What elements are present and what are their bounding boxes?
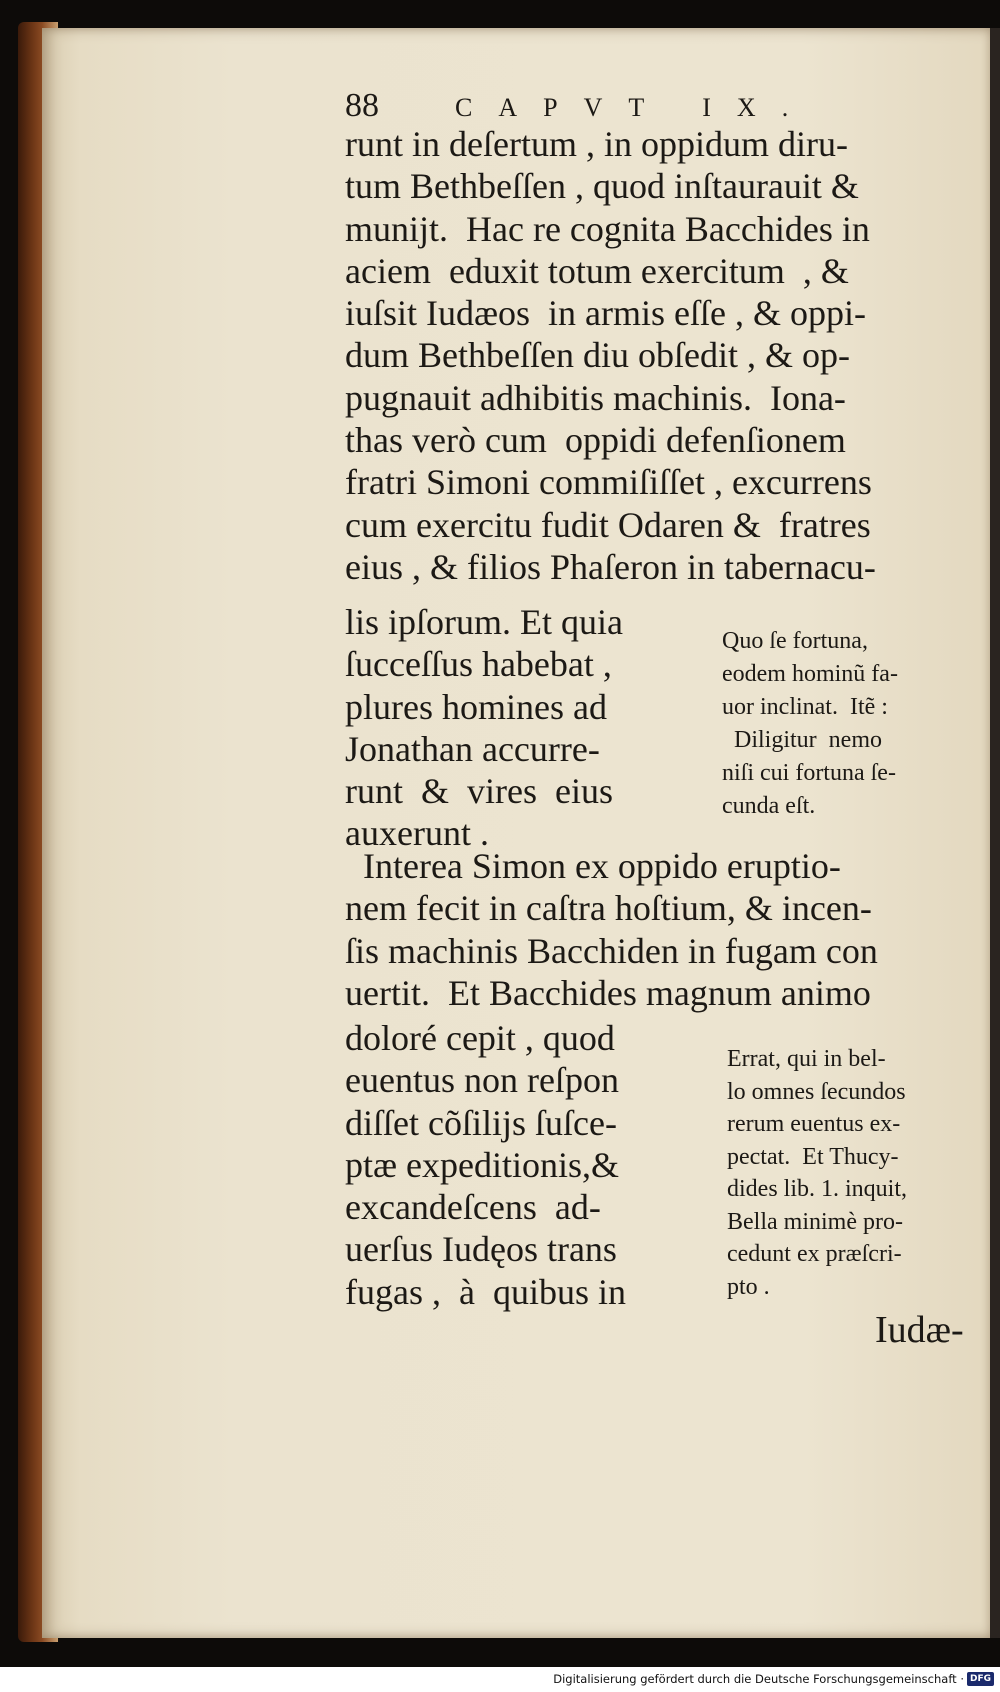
text-line: auxerunt . xyxy=(345,813,489,854)
text-line: rerum euentus ex- xyxy=(727,1111,901,1137)
text-line: cum exercitu fudit Odaren & fratres xyxy=(345,504,871,545)
catchword: Iudæ- xyxy=(875,1309,964,1351)
text-line: munijt. Hac re cognita Bacchides in xyxy=(345,208,870,249)
page-right-edge xyxy=(990,28,1000,1638)
text-line: aciem eduxit totum exercitum , & xyxy=(345,250,849,291)
text-line: eodem hominũ fa- xyxy=(722,661,898,687)
text-line: pugnauit adhibitis machinis. Iona- xyxy=(345,377,846,418)
text-line: cunda eſt. xyxy=(722,793,816,819)
text-line: niſi cui fortuna ſe- xyxy=(722,760,896,786)
text-line: eius , & filios Phaſeron in tabernacu- xyxy=(345,546,876,587)
text-line: Interea Simon ex oppido eruptio- xyxy=(345,846,841,886)
margin-note xyxy=(727,1043,907,1303)
text-line: Errat, qui in bel- xyxy=(727,1046,886,1072)
body-text-block xyxy=(345,1017,626,1313)
text-line: ſis machinis Bacchiden in fugam con xyxy=(345,930,878,971)
body-text-block xyxy=(345,601,623,855)
text-line: ptæ expeditionis,& xyxy=(345,1144,619,1185)
dfg-logo: DFG xyxy=(967,1672,994,1686)
text-line: thas verò cum oppidi defenſionem xyxy=(345,420,846,461)
text-line: diſſet cõſilijs ſuſce- xyxy=(345,1102,617,1143)
body-text-block xyxy=(345,845,878,1014)
text-line: runt & vires eius xyxy=(345,771,613,812)
text-line: uertit. Et Bacchides magnum animo xyxy=(345,972,871,1013)
text-line: Jonathan accurre- xyxy=(345,728,600,769)
text-line: ſucceſſus habebat , xyxy=(345,644,612,685)
text-line: cedunt ex præſcri- xyxy=(727,1241,902,1267)
margin-note xyxy=(722,625,898,823)
text-line: uerſus Iudęos trans xyxy=(345,1229,617,1270)
text-line: pectat. Et Thucy- xyxy=(727,1143,899,1170)
text-line: excandeſcens ad- xyxy=(345,1187,601,1228)
text-line: dum Bethbeſſen diu obſedit , & op- xyxy=(345,335,850,376)
text-line: euentus non reſpon xyxy=(345,1060,619,1101)
text-line: lo omnes ſecundos xyxy=(727,1078,906,1105)
text-line: pto . xyxy=(727,1273,770,1300)
text-line: dides lib. 1. inquit, xyxy=(727,1176,907,1202)
text-line: Diligitur nemo xyxy=(722,727,882,753)
text-line: plures homines ad xyxy=(345,686,607,727)
text-line: lis ipſorum. Et quia xyxy=(345,602,623,642)
text-line: Quo ſe fortuna, xyxy=(722,628,868,654)
text-line: runt in deſertum , in oppidum diru- xyxy=(345,124,848,164)
body-text-block xyxy=(345,123,876,588)
page-number: 88 xyxy=(345,87,379,124)
digitization-credit: Digitalisierung gefördert durch die Deutsche Forschungsgemeinschaft · xyxy=(553,1672,964,1686)
text-line: tum Bethbeſſen , quod inſtaurauit & xyxy=(345,166,859,207)
text-line: doloré cepit , quod xyxy=(345,1018,615,1058)
text-line: fugas , à quibus in xyxy=(345,1271,626,1312)
text-line: nem fecit in caſtra hoſtium, & incen- xyxy=(345,888,872,929)
text-line: fratri Simoni commiſiſſet , excurrens xyxy=(345,462,872,503)
text-line: Bella minimè pro- xyxy=(727,1208,903,1235)
text-line: uor inclinat. Itẽ : xyxy=(722,694,888,720)
chapter-title: CAPVT IX. xyxy=(455,93,815,122)
text-line: iuſsit Iudæos in armis eſſe , & oppi- xyxy=(345,293,866,334)
